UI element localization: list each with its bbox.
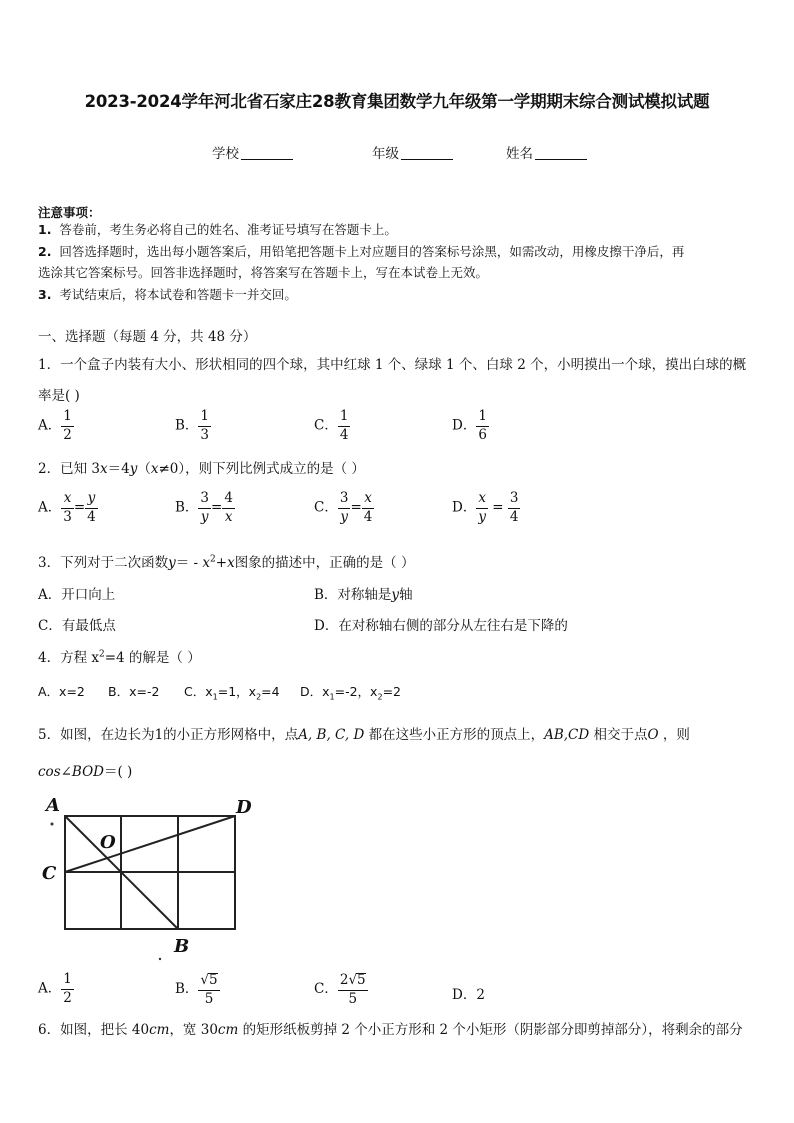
grade-field (372, 142, 453, 162)
denominator: y (478, 508, 486, 525)
equals-sign: = (73, 499, 86, 516)
school-blank (241, 147, 293, 160)
q6-stem (38, 1018, 743, 1038)
fraction (61, 410, 74, 442)
denominator: y (198, 508, 211, 525)
option-text: B．对称轴是 (314, 587, 392, 603)
exponent: 2 (99, 649, 105, 660)
var-x: x (150, 461, 159, 477)
denominator: 5 (198, 990, 219, 1007)
plus-sign: + (215, 555, 228, 571)
q3-stem (38, 551, 414, 571)
exponent: 2 (210, 554, 216, 565)
q2-option-a (38, 492, 98, 524)
numerator: 3 (509, 490, 519, 506)
equals-sign: = (350, 499, 362, 516)
label-o: O (100, 832, 116, 853)
expression: cos∠BOD (38, 764, 104, 780)
q2-option-d (452, 492, 520, 524)
stem-text: ≠0），则下列比例式成立的是（ ） (158, 461, 365, 477)
stem-text: 相交于点 (593, 727, 648, 743)
fraction (338, 492, 351, 524)
school-field (212, 142, 293, 162)
denominator: 4 (363, 508, 373, 525)
denominator: 6 (478, 426, 487, 443)
equals-sign: = (211, 499, 223, 516)
note-3 (38, 284, 297, 305)
fraction (362, 492, 375, 524)
fraction (476, 492, 488, 524)
note-3-text: 考试结束后，将本试卷和答题卡一并交回。 (59, 287, 297, 302)
point-o: O (647, 727, 659, 743)
option-label: C． (314, 981, 338, 997)
option-text: =2 (382, 684, 401, 699)
option-text: =1，x (217, 684, 257, 699)
denominator: y (338, 508, 351, 525)
var-x: x (227, 555, 235, 571)
q4-option-d (300, 682, 401, 702)
fraction (338, 410, 351, 442)
point-names: A, B, C, D (298, 727, 365, 743)
q3-option-b (314, 583, 413, 603)
q2-option-c (314, 492, 374, 524)
label-b: B (174, 936, 190, 957)
var-y: y (391, 587, 400, 603)
unit: cm (149, 1022, 170, 1038)
var-y: y (129, 461, 138, 477)
q4-stem (38, 646, 201, 666)
stem-text: ，宽 30 (169, 1022, 218, 1038)
numerator: 3 (339, 490, 349, 506)
option-label: A． (38, 980, 62, 997)
note-2-num: 2. (38, 244, 52, 259)
stem-text: 2．已知 3 (38, 461, 100, 477)
q2-option-b (175, 492, 235, 524)
q5-option-d: D．2 (452, 987, 485, 1003)
note-3-num: 3. (38, 287, 52, 302)
stem-text: 的矩形纸板剪掉 2 个小正方形和 2 个小矩形（阴影部分即剪掉部分），将剩余的部分 (242, 1022, 743, 1038)
fraction (508, 492, 521, 524)
q1-stem-cont: 率是( ) (38, 388, 80, 404)
q5-option-c (314, 973, 368, 1006)
option-label: D． (452, 499, 477, 516)
unit: cm (217, 1022, 239, 1038)
option-text: C．x (184, 684, 213, 699)
grid-figure (38, 792, 268, 962)
stem-text: ＝4 (107, 461, 130, 477)
fraction (338, 973, 368, 1006)
numerator: 1 (63, 408, 72, 424)
option-text: =-2，x (334, 684, 378, 699)
option-label: A． (38, 417, 62, 434)
option-label: D． (452, 417, 477, 434)
denominator: 2 (63, 989, 72, 1006)
q4-option-a: A．x=2 (38, 684, 85, 699)
numerator: 1 (339, 408, 349, 424)
segment-cd (65, 816, 235, 872)
fraction (61, 973, 74, 1005)
name-field (506, 142, 587, 162)
school-label: 学校 (212, 146, 239, 162)
q5-stem-cont (38, 760, 132, 780)
fraction (222, 492, 235, 524)
note-2-cont: 选涂其它答案标号。回答非选择题时，将答案写在答题卡上，写在本试卷上无效。 (38, 265, 489, 280)
numerator: 4 (224, 490, 233, 506)
radicand: 5 (357, 972, 366, 988)
denominator: 3 (63, 508, 72, 525)
note-1 (38, 219, 397, 240)
numerator: y (87, 490, 96, 506)
page-title: 2023-2024学年河北省石家庄28教育集团数学九年级第一学期期末综合测试模拟试题 (84, 92, 710, 111)
denominator: 4 (339, 426, 349, 443)
q3-option-c: C．有最低点 (38, 618, 116, 634)
q1-option-b (175, 410, 211, 442)
coefficient: 2 (339, 972, 349, 988)
fraction (85, 492, 98, 524)
numerator: 3 (200, 490, 210, 506)
option-label: B． (175, 417, 199, 434)
subscript: 1 (212, 692, 218, 702)
numerator: 1 (478, 408, 487, 424)
equals-sign: = (492, 499, 504, 516)
denominator: x (222, 508, 235, 525)
option-text: 轴 (399, 587, 413, 603)
fraction (476, 410, 489, 442)
var-y: y (168, 555, 176, 571)
numerator: x (364, 490, 372, 506)
var-x: x (202, 555, 211, 571)
stem-text: ＝ - (175, 555, 203, 571)
stem-text: =4 的解是（ ） (104, 650, 201, 666)
fraction (198, 492, 211, 524)
note-1-num: 1. (38, 222, 52, 237)
stem-text: 都在这些小正方形的顶点上， (368, 727, 545, 743)
stem-text: 6．如图，把长 40 (38, 1022, 150, 1038)
numerator: x (63, 490, 72, 506)
numerator: 1 (63, 971, 72, 987)
option-label: B． (175, 981, 199, 997)
q5-option-a (38, 973, 74, 1005)
fraction (198, 410, 211, 442)
label-c: C (42, 863, 57, 884)
q4-option-b: B．x=-2 (108, 684, 160, 699)
stem-text: 5．如图，在边长为1的小正方形网格中，点 (38, 727, 299, 743)
subscript: 2 (377, 692, 383, 702)
numerator: 1 (200, 408, 210, 424)
q1-stem: 1．一个盒子内装有大小、形状相同的四个球，其中红球 1 个、绿球 1 个、白球 2 个，小明摸出一个球，摸出白球的概 (38, 357, 747, 373)
fraction (198, 973, 219, 1006)
notes-heading: 注意事项： (38, 205, 101, 220)
denominator: 5 (338, 990, 368, 1007)
q5-option-b (175, 973, 220, 1006)
subscript: 2 (256, 692, 262, 702)
dot-mark (159, 958, 161, 960)
grade-blank (401, 147, 453, 160)
note-2-text-a: 回答选择题时，选出每小题答案后，用铅笔把答题卡上对应题目的答案标号涂黑，如需改动，用橡皮擦干净后，再 (59, 244, 685, 259)
note-1-text: 答卷前，考生务必将自己的姓名、准考证号填写在答题卡上。 (59, 222, 397, 237)
segment-names: AB,CD (544, 727, 590, 743)
section-heading: 一、选择题（每题 4 分，共 48 分） (38, 329, 257, 345)
stem-text: 4．方程 x (38, 650, 99, 666)
name-blank (535, 147, 587, 160)
q4-option-c (184, 682, 280, 702)
stem-text: 图象的描述中，正确的是（ ） (234, 555, 415, 571)
sqrt-icon: √ (348, 972, 358, 988)
fraction (61, 492, 74, 524)
option-text: =4 (261, 684, 280, 699)
q1-option-c (314, 410, 350, 442)
label-d: D (236, 797, 252, 818)
note-2 (38, 241, 684, 262)
dot-mark (51, 823, 54, 826)
q2-stem (38, 457, 365, 477)
sqrt-icon: √ (200, 972, 210, 988)
q1-option-a (38, 410, 74, 442)
q3-option-d: D．在对称轴右侧的部分从左往右是下降的 (314, 618, 568, 634)
subscript: 1 (329, 692, 335, 702)
numerator: x (478, 490, 486, 506)
option-label: C． (314, 417, 338, 434)
stem-text: ，则 (662, 727, 690, 743)
q3-option-a: A．开口向上 (38, 587, 116, 603)
stem-text: ＝( ) (104, 764, 133, 780)
label-a: A (46, 795, 60, 816)
q5-stem (38, 723, 690, 743)
q1-option-d (452, 410, 489, 442)
denominator: 3 (200, 426, 210, 443)
option-label: C． (314, 499, 338, 516)
option-label: B． (175, 499, 199, 516)
denominator: 4 (509, 508, 519, 525)
stem-text: （ (137, 461, 151, 477)
denominator: 4 (87, 508, 96, 525)
grade-label: 年级 (372, 146, 399, 162)
stem-text: 3．下列对于二次函数 (38, 555, 169, 571)
denominator: 2 (63, 426, 72, 443)
radicand: 5 (209, 972, 218, 988)
var-x: x (99, 461, 108, 477)
option-label: A． (38, 499, 62, 516)
name-label: 姓名 (506, 146, 533, 162)
option-text: D．x (300, 684, 330, 699)
